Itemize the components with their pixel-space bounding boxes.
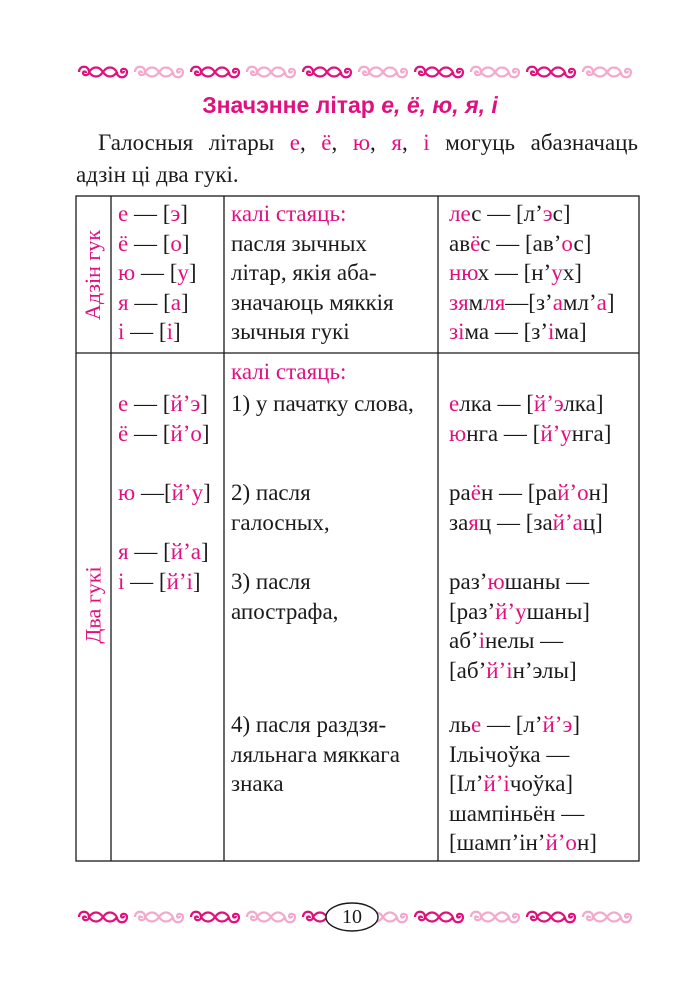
example-line: [шамп’ін’й’он] <box>449 830 597 855</box>
two-sounds-condition <box>231 710 400 799</box>
two-sounds-condition <box>231 389 414 419</box>
example-line: заяц — [зай’ац] <box>449 509 603 535</box>
example-line: раён — [рай’он] <box>449 480 609 505</box>
two-sounds-letters <box>118 478 211 508</box>
ornament-swirl <box>79 67 127 78</box>
ornament-swirl <box>247 912 295 923</box>
ornament-swirl <box>191 912 239 923</box>
condition-line: 3) пасля <box>231 569 311 594</box>
condition-line: 1) у пачатку слова, <box>231 391 414 416</box>
two-sounds-examples <box>449 389 611 448</box>
ornament-swirl <box>527 912 575 923</box>
condition-line: знака <box>231 771 284 796</box>
example-line: шампіньён — <box>449 800 585 826</box>
letter-sound-line: ё — [о] <box>118 230 190 256</box>
ornament-swirl <box>135 912 183 923</box>
condition-line: літар, якія аба- <box>231 260 377 285</box>
letter-sound-line: я — [й’а] <box>118 539 209 564</box>
example-line: елка — [й’элка] <box>449 391 604 416</box>
ornament-swirl <box>191 67 239 78</box>
example-line: раз’юшаны — <box>449 569 590 594</box>
page-title: Значэнне літар е, ё, ю, я, і <box>202 92 498 118</box>
two-sounds-label: Два гукі <box>80 566 106 644</box>
letter-sound-line: ю —[й’у] <box>118 480 211 505</box>
condition-line: калі стаяць: <box>231 201 347 226</box>
condition-line: 2) пасля <box>231 480 311 505</box>
ornament-swirl <box>471 912 519 923</box>
ornament-swirl <box>359 67 407 78</box>
example-line: Ільічоўка — <box>449 741 570 767</box>
two-sounds-examples <box>449 567 590 685</box>
letter-sound-line: і — [і] <box>118 319 181 344</box>
ornament-swirl <box>471 67 519 78</box>
condition-line: апострафа, <box>231 598 339 624</box>
two-sounds-letters <box>118 567 201 597</box>
example-line: [раз’й’ушаны] <box>449 598 590 624</box>
ornament-swirl <box>527 67 575 78</box>
intro-paragraph <box>76 127 638 191</box>
letter-sound-line: я — [а] <box>118 289 189 315</box>
two-sounds-condition <box>231 478 330 537</box>
example-line: [аб’й’ін’элы] <box>449 657 577 683</box>
letter-sound-line: е — [й’э] <box>118 391 208 416</box>
two-sounds-letters <box>118 537 209 567</box>
letter-sound-line: і — [й’і] <box>118 569 201 594</box>
two-sounds-examples <box>449 710 597 858</box>
ornament-swirl <box>303 67 351 78</box>
condition-line: галосных, <box>231 509 330 535</box>
letter-sound-line: ю — [у] <box>118 260 197 285</box>
condition-line: значаюць мяккія <box>231 289 394 315</box>
example-line: лес — [л’эс] <box>449 201 571 226</box>
one-sound-letters <box>118 199 197 347</box>
intro-line-1: Галосныя літары е, ё, ю, я, і могуць абазначаць <box>98 130 638 155</box>
ornament-swirl <box>79 912 127 923</box>
condition-line: ляльнага мяккага <box>231 741 400 767</box>
example-line: авёс — [ав’ос] <box>449 230 592 256</box>
ornament-swirl <box>135 67 183 78</box>
ornament-swirl <box>583 912 631 923</box>
example-line: зіма — [з’іма] <box>449 319 587 344</box>
one-sound-examples <box>449 199 615 347</box>
condition-line: 4) пасля раздзя- <box>231 712 387 737</box>
example-line: зямля—[з’амл’а] <box>449 289 615 315</box>
ornament-swirl <box>247 67 295 78</box>
one-sound-conditions <box>231 199 394 347</box>
ornament-swirl <box>583 67 631 78</box>
example-line: юнга — [й’унга] <box>449 420 612 446</box>
intro-line-2: адзін ці два гукі. <box>76 162 239 187</box>
example-line: нюх — [н’ух] <box>449 260 582 285</box>
letter-sound-line: ё — [й’о] <box>118 420 210 446</box>
condition-line: зычныя гукі <box>231 319 350 344</box>
letter-sound-line: е — [э] <box>118 201 188 226</box>
ornament-swirl <box>415 67 463 78</box>
two-sounds-examples <box>449 478 609 537</box>
page-number: 10 <box>342 906 362 928</box>
two-sounds-letters <box>118 389 210 448</box>
condition-line: пасля зычных <box>231 230 367 256</box>
example-line: лье — [л’й’э] <box>449 712 580 737</box>
top-ornament-border <box>76 63 636 81</box>
one-sound-label: Адзін гук <box>80 229 106 321</box>
example-line: [Іл’й’ічоўка] <box>449 771 574 796</box>
two-sounds-heading: калі стаяць: <box>231 359 347 384</box>
two-sounds-condition <box>231 567 338 626</box>
example-line: аб’інелы — <box>449 628 564 653</box>
ornament-swirl <box>415 912 463 923</box>
